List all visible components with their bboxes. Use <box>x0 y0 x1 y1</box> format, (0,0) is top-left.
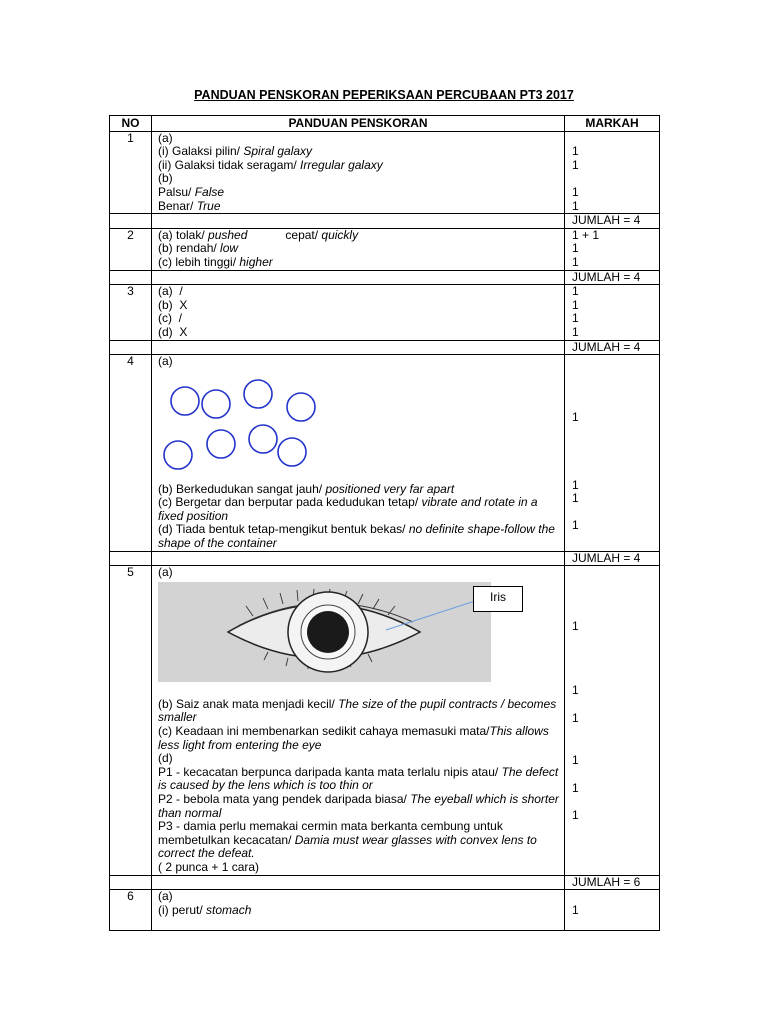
question-number: 1 <box>110 131 152 214</box>
answer-line: Benar/ True <box>158 198 221 213</box>
answer-line: (i) perut/ stomach <box>158 902 252 917</box>
particle-circle <box>202 390 230 418</box>
answer-line: (b) X <box>158 297 188 312</box>
answer-line: (b) Saiz anak mata menjadi kecil/ The size of the pupil contracts / becomes smaller <box>158 696 557 725</box>
particle-circle <box>171 387 199 415</box>
mark: 1 <box>572 254 579 269</box>
total-mark: JUMLAH = 6 <box>565 875 660 890</box>
particle-circle <box>249 425 277 453</box>
mark: 1 <box>572 808 579 823</box>
table-header-row <box>110 116 660 132</box>
total-row <box>110 270 660 285</box>
mark: 1 <box>572 753 579 768</box>
answer-line: (c) Bergetar dan berputar pada kedudukan tetap/ vibrate and rotate in a fixed position <box>158 495 538 523</box>
mark: 1 <box>572 284 579 299</box>
answer-cell <box>152 566 565 875</box>
total-row <box>110 875 660 890</box>
mark: 1 <box>572 902 579 917</box>
question-2-row <box>110 228 660 270</box>
answer-line: (b) Berkedudukan sangat jauh/ positioned very far apart <box>158 481 455 496</box>
particle-circle <box>287 393 315 421</box>
particle-circle <box>244 380 272 408</box>
gas-particles-diagram <box>160 369 320 479</box>
total-mark: JUMLAH = 4 <box>565 551 660 566</box>
mark: 1 <box>572 184 579 199</box>
eye-diagram <box>158 582 491 682</box>
eye-diagram-area <box>158 582 518 682</box>
answer-line: (c) Keadaan ini membenarkan sedikit cahaya memasuki mata/This allows less light from entering the eye <box>158 724 549 752</box>
mark: 1 <box>572 144 579 159</box>
part-label: (a) <box>158 565 173 580</box>
marks-cell <box>565 355 660 552</box>
answer-cell <box>152 285 565 340</box>
answer-line: (d) X <box>158 324 188 339</box>
answer-line: (c) lebih tinggi/ higher <box>158 254 273 269</box>
particle-circle <box>278 438 306 466</box>
header-panduan: PANDUAN PENSKORAN <box>152 116 565 132</box>
answer-cell <box>152 890 565 931</box>
marks-cell <box>565 566 660 875</box>
iris-label-box: Iris <box>473 586 523 612</box>
total-row <box>110 214 660 229</box>
question-number: 6 <box>110 890 152 931</box>
question-number: 2 <box>110 228 152 270</box>
answer-cell <box>152 355 565 552</box>
mark: 1 <box>572 410 579 425</box>
answer-line: (i) Galaksi pilin/ Spiral galaxy <box>158 144 313 159</box>
marks-cell <box>565 228 660 270</box>
part-label: (a) <box>158 889 173 904</box>
answer-line: (b) rendah/ low <box>158 241 239 256</box>
answer-line: P2 - bebola mata yang pendek daripada biasa/ The eyeball which is shorter than normal <box>158 792 559 820</box>
part-label: (d) <box>158 751 173 766</box>
mark: 1 <box>572 711 579 726</box>
question-number: 4 <box>110 355 152 552</box>
mark: 1 <box>572 297 579 312</box>
total-mark: JUMLAH = 4 <box>565 340 660 355</box>
answer-line: (ii) Galaksi tidak seragam/ Irregular galaxy <box>158 157 383 172</box>
mark: 1 <box>572 324 579 339</box>
mark: 1 <box>572 780 579 795</box>
mark: 1 <box>572 477 579 492</box>
mark: 1 <box>572 491 579 506</box>
question-number: 3 <box>110 285 152 340</box>
question-3-row <box>110 285 660 340</box>
question-number: 5 <box>110 566 152 875</box>
part-label: (a) <box>158 354 173 369</box>
total-row <box>110 551 660 566</box>
question-6-row <box>110 890 660 931</box>
answer-line: P3 - damia perlu memakai cermin mata berkanta cembung untuk membetulkan kecacatan/ Damia must wear glasses with convex lens to correct the defeat. <box>158 819 537 861</box>
mark: 1 <box>572 241 579 256</box>
header-no: NO <box>110 116 152 132</box>
total-mark: JUMLAH = 4 <box>565 270 660 285</box>
total-row <box>110 340 660 355</box>
mark: 1 <box>572 198 579 213</box>
marks-cell <box>565 131 660 214</box>
question-5-row <box>110 566 660 875</box>
particle-circle <box>164 441 192 469</box>
answer-line: (d) Tiada bentuk tetap-mengikut bentuk bekas/ no definite shape-follow the shape of the container <box>158 522 555 551</box>
answer-line: Palsu/ False <box>158 184 225 199</box>
part-label: (b) <box>158 171 173 186</box>
question-1-row <box>110 131 660 214</box>
header-markah: MARKAH <box>565 116 660 132</box>
mark: 1 <box>572 517 579 532</box>
total-mark: JUMLAH = 4 <box>565 214 660 229</box>
mark: 1 <box>572 157 579 172</box>
question-4-row <box>110 355 660 552</box>
answer-cell <box>152 228 565 270</box>
mark: 1 + 1 <box>572 227 600 242</box>
page-title: PANDUAN PENSKORAN PEPERIKSAAN PERCUBAAN PT3 2017 <box>194 88 574 102</box>
mark: 1 <box>572 619 579 634</box>
mark: 1 <box>572 311 579 326</box>
part-label: (a) <box>158 130 173 145</box>
answer-line: (c) / <box>158 311 182 326</box>
answer-line: (a) / <box>158 284 183 299</box>
particle-circle <box>207 430 235 458</box>
answer-line: P1 - kecacatan berpunca daripada kanta mata terlalu nipis atau/ The defect is caused by the lens which is too thin or <box>158 764 559 793</box>
marking-scheme-table <box>109 115 660 931</box>
answer-cell <box>152 131 565 214</box>
marks-cell <box>565 890 660 931</box>
mark: 1 <box>572 682 579 697</box>
marks-cell <box>565 285 660 340</box>
answer-note: ( 2 punca + 1 cara) <box>158 859 260 874</box>
answer-line: (a) tolak/ pushed cepat/ quickly <box>158 227 359 242</box>
